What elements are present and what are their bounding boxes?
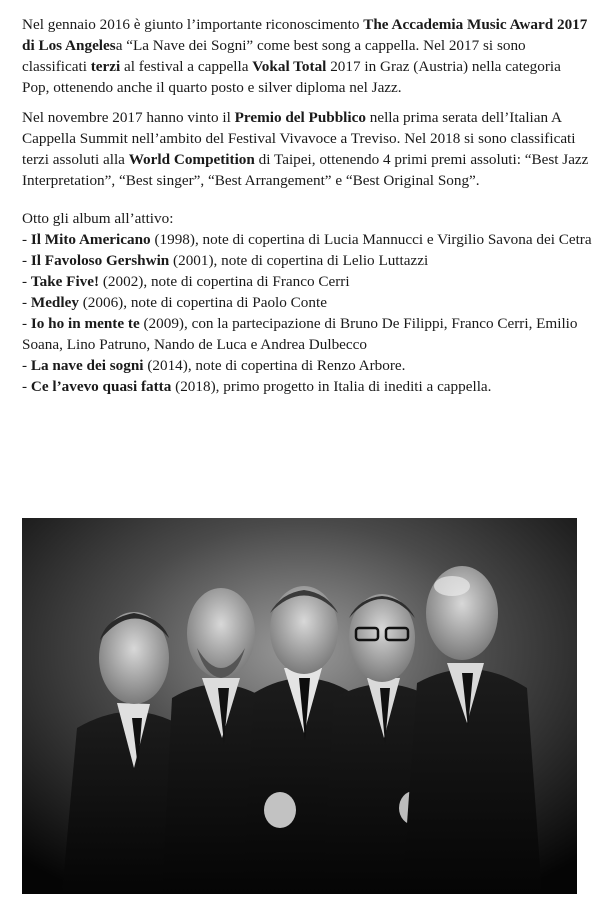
album-title: La nave dei sogni [30, 357, 144, 374]
album-title: Io ho in mente te [30, 315, 140, 332]
text-run: Nel novembre 2017 hanno vinto il [22, 109, 235, 126]
album-details: (2002), note di copertina di Franco Cerri [99, 273, 350, 290]
group-photo [22, 518, 577, 894]
album-details: (2001), note di copertina di Lelio Luttazzi [169, 252, 429, 269]
album-item [22, 313, 592, 355]
bold-text: Vokal Total [252, 58, 327, 75]
album-title: Take Five! [30, 273, 100, 290]
album-details: (2018), primo progetto in Italia di inediti a cappella. [171, 378, 492, 395]
paragraph-awards-2016-2017 [22, 14, 592, 98]
album-title: Ce l’avevo quasi fatta [30, 378, 172, 395]
album-item [22, 271, 592, 292]
album-item [22, 292, 592, 313]
album-details: (2006), note di copertina di Paolo Conte [78, 294, 327, 311]
text-run: al festival a cappella [120, 58, 253, 75]
list-dash: - [22, 231, 31, 248]
album-details: (1998), note di copertina di Lucia Mannucci e Virgilio Savona dei Cetra [150, 231, 592, 248]
bold-text: terzi [90, 58, 121, 75]
album-item [22, 355, 592, 376]
album-item [22, 250, 592, 271]
album-details: (2014), note di copertina di Renzo Arbore. [143, 357, 406, 374]
text-run: nella prima serata dell’Italian A Cappella Summit nell’ambito del Festival Vivavoce a Treviso. Nel 2018 si sono classificati terzi assoluti alla [22, 109, 576, 168]
album-list [22, 229, 592, 397]
document-body [22, 14, 592, 397]
list-dash: - [22, 252, 31, 269]
list-dash: - [22, 294, 31, 311]
bold-text: World Competition [128, 151, 255, 168]
album-title: Il Favoloso Gershwin [30, 252, 170, 269]
text-run: a “La Nave dei Sogni” come best song a cappella. Nel 2017 si sono classificati [22, 37, 526, 75]
album-title: Il Mito Americano [30, 231, 151, 248]
album-item [22, 376, 592, 397]
paragraph-awards-2017-2018 [22, 107, 592, 191]
text-run: di Taipei, ottenendo 4 primi premi assoluti: “Best Jazz Interpretation”, “Best singer”, “Best Arrangement” e “Best Original Song”. [22, 151, 589, 189]
text-run: Nel gennaio 2016 è giunto l’importante riconoscimento [22, 16, 364, 33]
bold-text: Premio del Pubblico [234, 109, 366, 126]
album-title: Medley [30, 294, 79, 311]
text-run: 2017 in Graz (Austria) nella categoria Pop, ottenendo anche il quarto posto e silver diploma nel Jazz. [22, 58, 561, 96]
bold-text: The Accademia Music Award 2017 di Los Angeles [22, 16, 588, 54]
album-details: (2009), con la partecipazione di Bruno De Filippi, Franco Cerri, Emilio Soana, Lino Patruno, Nando de Luca e Andrea Dulbecco [22, 315, 578, 353]
list-dash: - [22, 357, 31, 374]
albums-intro: Otto gli album all’attivo: [22, 210, 174, 227]
album-item [22, 229, 592, 250]
list-dash: - [22, 378, 31, 395]
list-dash: - [22, 315, 31, 332]
list-dash: - [22, 273, 31, 290]
